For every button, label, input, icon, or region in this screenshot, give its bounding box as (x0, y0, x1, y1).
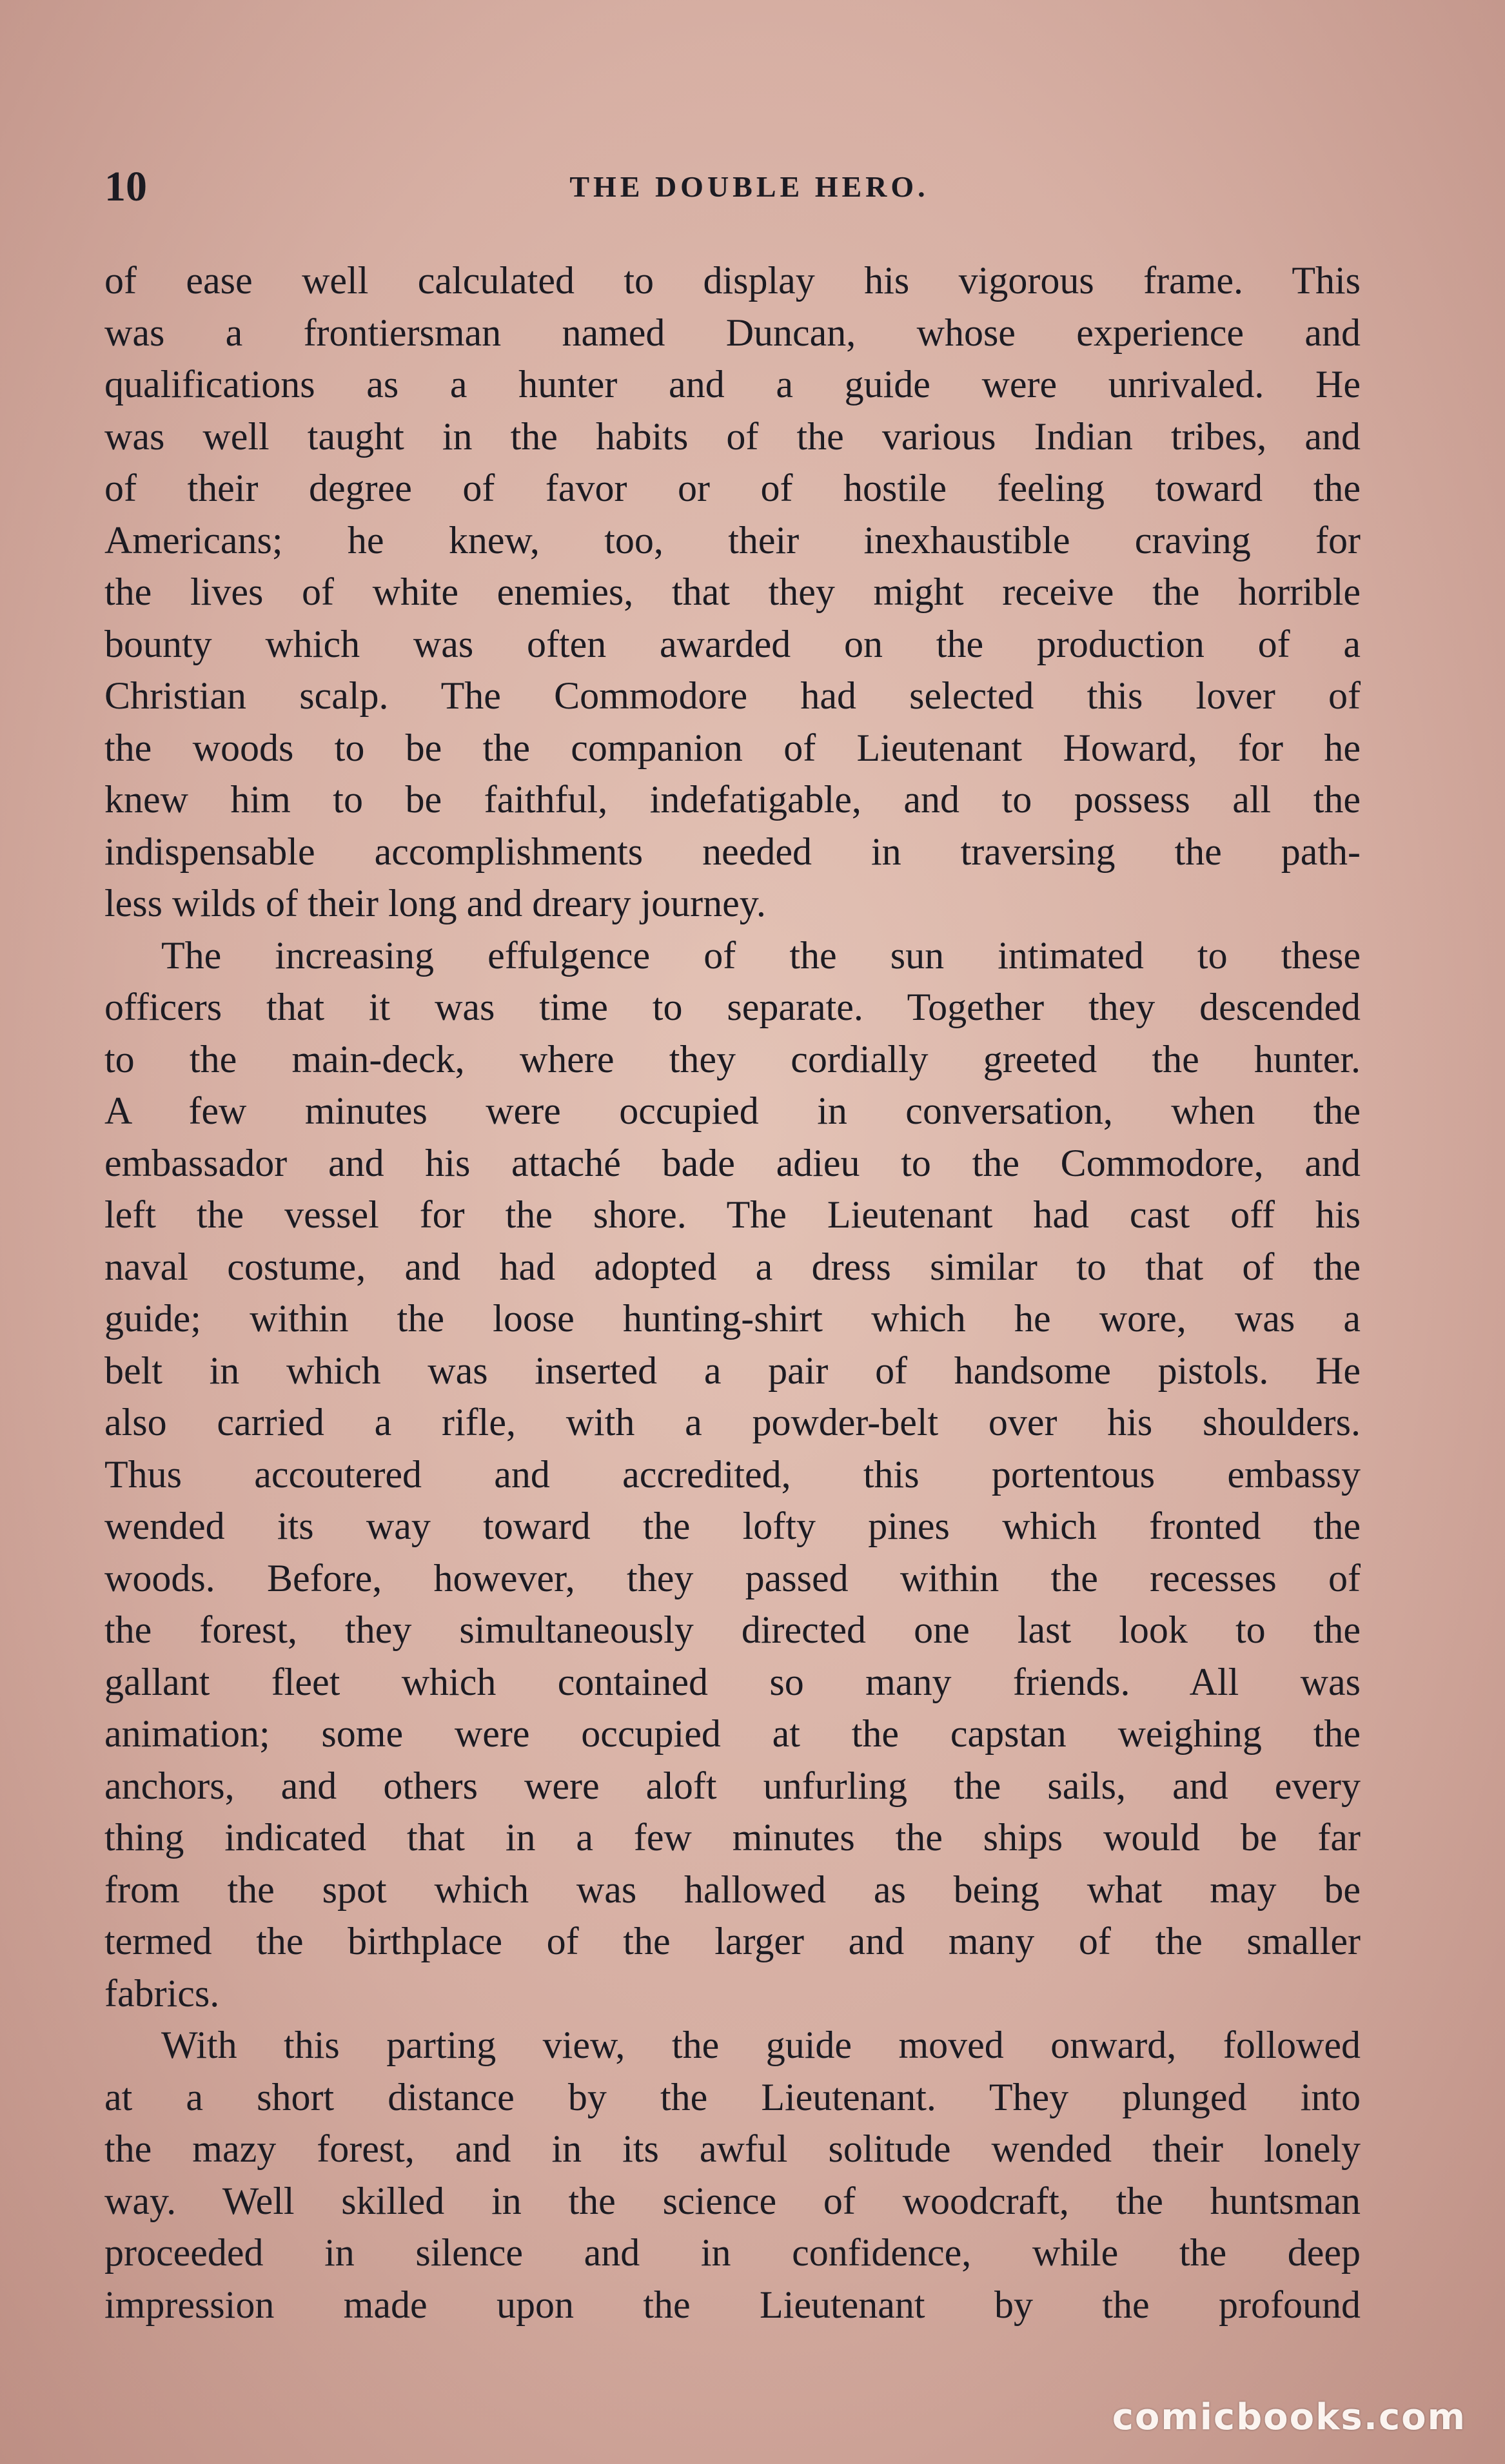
text-line: proceeded in silence and in confidence, while the deep (104, 2231, 1361, 2274)
text-line: impression made upon the Lieutenant by the profound (104, 2283, 1361, 2326)
text-line: indispensable accomplishments needed in traversing the path- (104, 830, 1361, 873)
text-line: wended its way toward the lofty pines which fronted the (104, 1505, 1361, 1547)
text-line: was well taught in the habits of the various Indian tribes, and (104, 415, 1361, 458)
text-line: anchors, and others were aloft unfurling the sails, and every (104, 1764, 1361, 1807)
text-line: With this parting view, the guide moved onward, followed (161, 2024, 1361, 2066)
text-line: Thus accoutered and accredited, this portentous embassy (104, 1452, 1361, 1496)
text-line: knew him to be faithful, indefatigable, and to possess all the (104, 778, 1361, 821)
text-line: woods. Before, however, they passed within the recesses of (104, 1556, 1361, 1599)
text-line: was a frontiersman named Duncan, whose experience and (104, 311, 1361, 354)
text-line: guide; within the loose hunting-shirt which he wore, was a (104, 1297, 1361, 1340)
text-line: also carried a rifle, with a powder-belt over his shoulders. (104, 1401, 1361, 1443)
running-title: THE DOUBLE HERO. (569, 170, 929, 203)
text-line: qualifications as a hunter and a guide were unrivaled. He (104, 363, 1361, 406)
text-line: embassador and his attaché bade adieu to the Commodore, and (104, 1141, 1361, 1184)
page-number: 10 (104, 163, 147, 210)
text-line: bounty which was often awarded on the production of a (104, 622, 1361, 665)
text-line: the mazy forest, and in its awful solitude wended their lonely (104, 2127, 1361, 2170)
text-line: less wilds of their long and dreary journey. (104, 882, 766, 924)
text-line: animation; some were occupied at the capstan weighing the (104, 1712, 1361, 1755)
text-line: Americans; he knew, too, their inexhaustible craving for (104, 518, 1361, 562)
body-text (104, 255, 1361, 2331)
text-line: of ease well calculated to display his vigorous frame. This (104, 259, 1361, 302)
text-line: thing indicated that in a few minutes the ships would be far (104, 1816, 1361, 1859)
text-line: termed the birthplace of the larger and many of the smaller (104, 1920, 1361, 1962)
text-line: belt in which was inserted a pair of handsome pistols. He (104, 1349, 1361, 1392)
page-header (104, 161, 1368, 213)
text-line: the lives of white enemies, that they might receive the horrible (104, 571, 1361, 613)
text-line: of their degree of favor or of hostile feeling toward the (104, 467, 1361, 509)
text-line: at a short distance by the Lieutenant. They plunged into (104, 2075, 1361, 2118)
text-line: way. Well skilled in the science of woodcraft, the huntsman (104, 2179, 1361, 2222)
text-line: the woods to be the companion of Lieutenant Howard, for he (104, 726, 1361, 769)
text-line: naval costume, and had adopted a dress similar to that of the (104, 1245, 1361, 1288)
text-line: gallant fleet which contained so many friends. All was (104, 1660, 1361, 1703)
text-line: The increasing effulgence of the sun intimated to these (161, 934, 1361, 977)
text-line: Christian scalp. The Commodore had selected this lover of (104, 674, 1361, 717)
text-line: fabrics. (104, 1971, 220, 2015)
text-line: the forest, they simultaneously directed one last look to the (104, 1608, 1361, 1651)
text-line: to the main-deck, where they cordially greeted the hunter. (104, 1037, 1361, 1080)
text-line: officers that it was time to separate. Together they descended (104, 986, 1361, 1028)
text-line: from the spot which was hallowed as being what may be (104, 1868, 1361, 1911)
text-line: A few minutes were occupied in conversation, when the (104, 1090, 1361, 1132)
watermark: comicbooks.com (1112, 2396, 1466, 2438)
text-line: left the vessel for the shore. The Lieutenant had cast off his (104, 1193, 1361, 1236)
